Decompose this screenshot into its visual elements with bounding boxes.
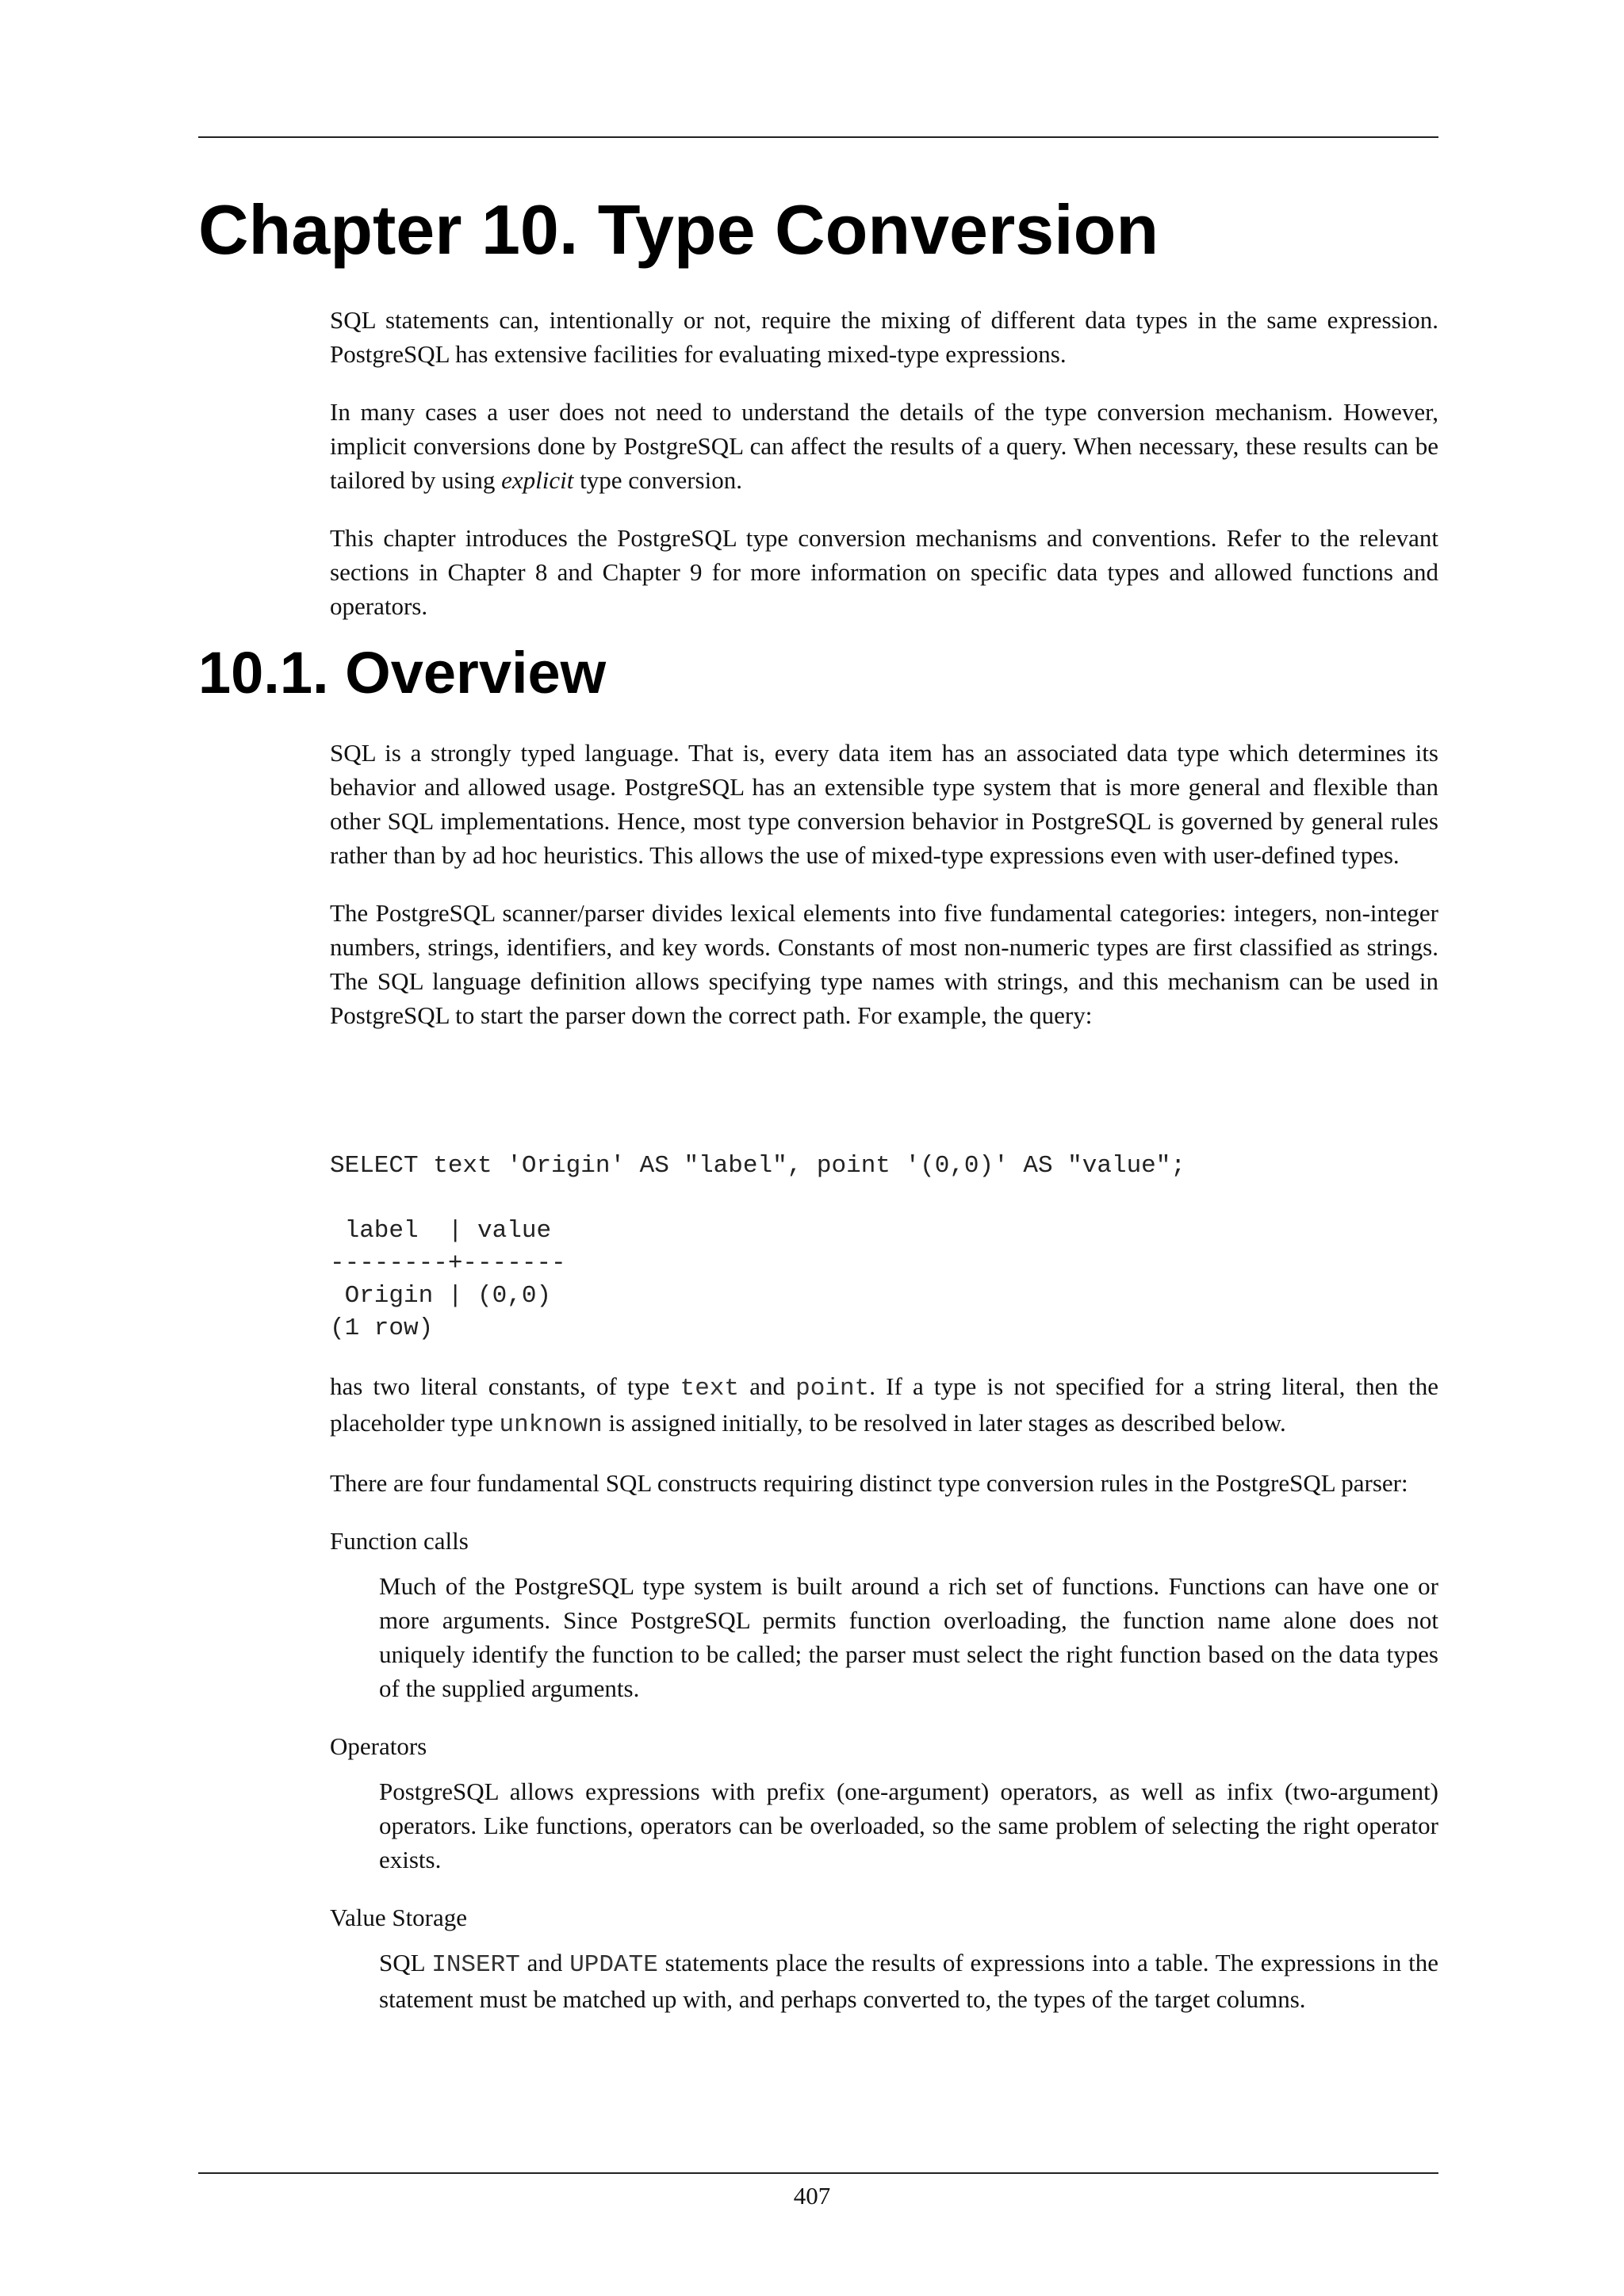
vs-text-3: statements place the results of expressions into a table. The expressions in the statement must be matched up with, and perhaps converted to, the types of the target columns. [379, 1949, 1438, 2013]
operators-text: PostgreSQL allows expressions with prefix (one-argument) operators, as well as infix (two-argument) operators. Like functions, operators can be overloaded, so the same problem of selecting the right operator exists. [379, 1777, 1438, 1873]
explicit-emphasis: explicit [501, 466, 574, 494]
construct-description-operators [379, 1774, 1438, 1877]
update-code: UPDATE [569, 1951, 658, 1979]
chapter-intro [330, 303, 1438, 647]
overview-paragraph-1: SQL is a strongly typed language. That is, every data item has an associated data type which determines its behavior and allowed usage. PostgreSQL has an extensible type system that is more general and flexible than other SQL implementations. Hence, most type conversion behavior in PostgreSQL is governed by general rules rather than by ad hoc heuristics. This allows the use of mixed-type expressions even with user-defined types. [330, 739, 1438, 869]
value-storage-text [379, 1946, 1438, 2016]
construct-description-function-calls [379, 1569, 1438, 1705]
page-number: 407 [793, 2182, 831, 2210]
text-type-code: text [680, 1375, 740, 1402]
p3-text-3: . If a type is not specified for a string literal, then the placeholder type [330, 1372, 1439, 1437]
unknown-type-code: unknown [499, 1411, 603, 1439]
section-title: 10.1. Overview [198, 640, 607, 706]
after-code-body [330, 1369, 1438, 2040]
p3-text-4: is assigned initially, to be resolved in later stages as described below. [602, 1409, 1286, 1437]
intro-paragraph-2-tail: type conversion. [573, 466, 742, 494]
vs-text-1: SQL [379, 1949, 432, 1976]
point-type-code: point [795, 1375, 870, 1402]
construct-description-value-storage [379, 1946, 1438, 2016]
construct-term-function-calls: Function calls [330, 1527, 469, 1555]
p3-text-2: and [739, 1372, 796, 1400]
query-code-block: SELECT text 'Origin' AS "label", point '(0,0)' AS "value"; label | value --------+------- Origin | (0,0) (1 row) [330, 1152, 1185, 1342]
overview-paragraph-3 [330, 1369, 1438, 1442]
intro-paragraph-2 [330, 395, 1438, 497]
footer-rule [198, 2172, 1438, 2174]
p3-text-1: has two literal constants, of type [330, 1372, 680, 1400]
intro-paragraph-1: SQL statements can, intentionally or not, require the mixing of different data types in the same expression. PostgreSQL has extensive facilities for evaluating mixed-type expressions. [330, 306, 1438, 368]
overview-paragraph-4: There are four fundamental SQL constructs requiring distinct type conversion rules in the PostgreSQL parser: [330, 1469, 1408, 1497]
function-calls-text: Much of the PostgreSQL type system is built around a rich set of functions. Functions can have one or more arguments. Since PostgreSQL permits function overloading, the function name alone does not uniquely identify the function to be called; the parser must select the right function based on the data types of the supplied arguments. [379, 1572, 1438, 1702]
overview-paragraph-2: The PostgreSQL scanner/parser divides lexical elements into five fundamental categories: integers, non-integer numbers, strings, identifiers, and key words. Constants of most non-numeric types are first classified as strings. The SQL language definition allows specifying type names with strings, and this mechanism can be used in PostgreSQL to start the parser down the correct path. For example, the query: [330, 899, 1438, 1029]
insert-code: INSERT [431, 1951, 520, 1979]
header-rule [198, 136, 1438, 138]
chapter-title: Chapter 10. Type Conversion [198, 190, 1159, 269]
construct-term-value-storage: Value Storage [330, 1904, 468, 1931]
construct-term-operators: Operators [330, 1732, 427, 1760]
overview-body [330, 736, 1438, 1056]
intro-paragraph-2-text: In many cases a user does not need to understand the details of the type conversion mechanism. However, implicit conversions done by PostgreSQL can affect the results of a query. When necessary, these results can be tailored by using [330, 398, 1438, 494]
intro-paragraph-3: This chapter introduces the PostgreSQL type conversion mechanisms and conventions. Refer to the relevant sections in Chapter 8 and Chapter 9 for more information on specific data types and allowed functions and operators. [330, 524, 1438, 620]
constructs-list [330, 1524, 1438, 2016]
vs-text-2: and [519, 1949, 570, 1976]
